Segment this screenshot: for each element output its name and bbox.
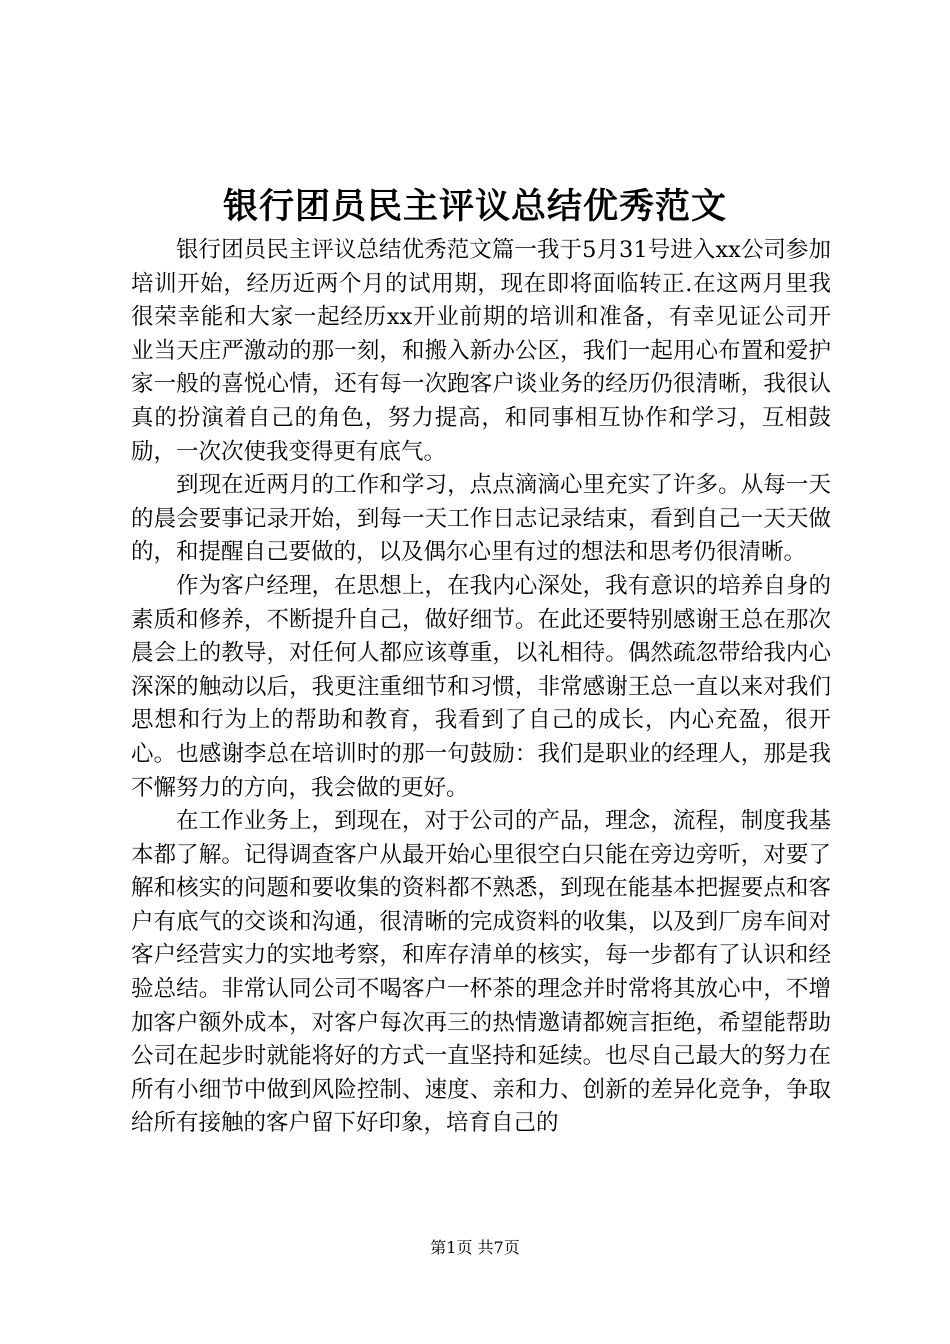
document-title: 银行团员民主评议总结优秀范文 — [222, 186, 727, 227]
paragraph: 到现在近两月的工作和学习，点点滴滴心里充实了许多。从每一天的晨会要事记录开始，到每一天工作日志记录结束，看到自己一天天做的，和提醒自己要做的，以及偶尔心里有过的想法和思考仍很清晰。 — [131, 472, 831, 566]
paragraph: 作为客户经理，在思想上，在我内心深处，我有意识的培养自身的素质和修养，不断提升自己，做好细节。在此还要特别感谢王总在那次晨会上的教导，对任何人都应该尊重，以礼相待。偶然疏忽带给我内心深深的触动以后，我更注重细节和习惯，非常感谢王总一直以来对我们思想和行为上的帮助和教育，我看到了自己的成长，内心充盈，很开心。也感谢李总在培训时的那一句鼓励：我们是职业的经理人，那是我不懈努力的方向，我会做的更好。 — [131, 572, 831, 801]
document-body — [131, 234, 831, 1141]
paragraph: 在工作业务上，到现在，对于公司的产品，理念，流程，制度我基本都了解。记得调查客户从最开始心里很空白只能在旁边旁听，对要了解和核实的问题和要收集的资料都不熟悉，到现在能基本把握要点和客户有底气的交谈和沟通，很清晰的完成资料的收集，以及到厂房车间对客户经营实力的实地考察，和库存清单的核实，每一步都有了认识和经验总结。非常认同公司不喝客户一杯茶的理念并时常将其放心中，不增加客户额外成本，对客户每次再三的热情邀请都婉言拒绝，希望能帮助公司在起步时就能将好的方式一直坚持和延续。也尽自己最大的努力在所有小细节中做到风险控制、速度、亲和力、创新的差异化竞争，争取给所有接触的客户留下好印象，培育自己的 — [131, 808, 831, 1137]
page-number-footer: 第1页 共7页 — [430, 1238, 520, 1257]
paragraph: 银行团员民主评议总结优秀范文篇一我于5月31号进入xx公司参加培训开始，经历近两个月的试用期，现在即将面临转正.在这两月里我很荣幸能和大家一起经历xx开业前期的培训和准备，有幸见证公司开业当天庄严激动的那一刻，和搬入新办公区，我们一起用心布置和爱护家一般的喜悦心情，还有每一次跑客户谈业务的经历仍很清晰，我很认真的扮演着自己的角色，努力提高，和同事相互协作和学习，互相鼓励，一次次使我变得更有底气。 — [131, 237, 831, 465]
